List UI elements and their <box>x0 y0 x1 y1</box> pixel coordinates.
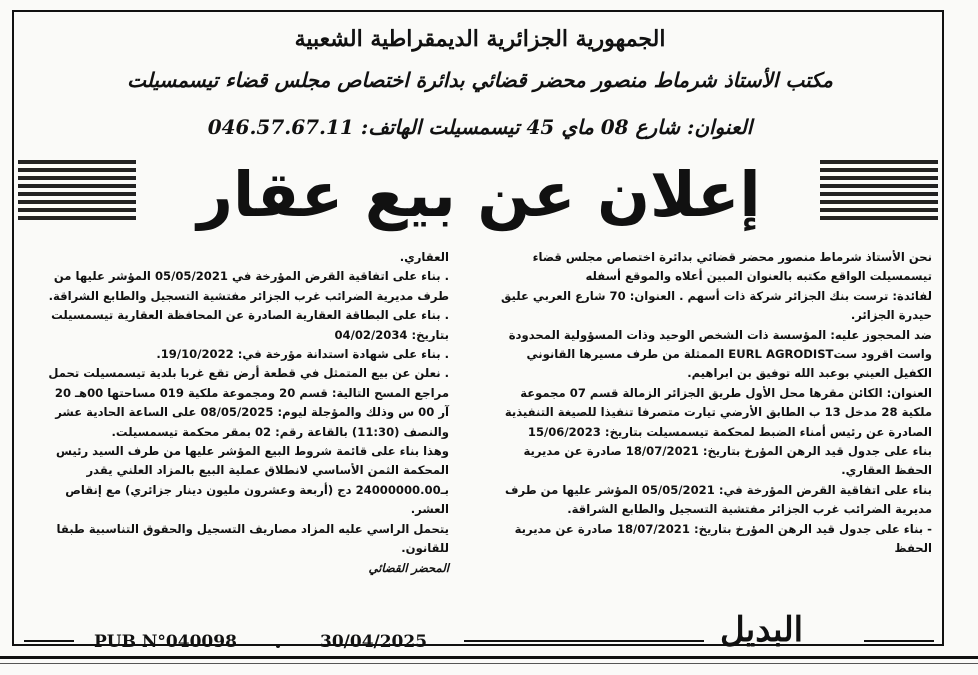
paragraph: . نعلن عن بيع المتمثل في قطعة أرض تقع غربا بلدية تيسمسيلت تحمل مراجع المسح التالية: قسم 20 ومجموعة ملكية 019 مساحتها 00هـ 20 آر 00 س وذلك والمؤجلة ليوم: 08/05/2025 على الساعة الحادية عشر والنصف (11:30) بالقاعة رقم: 02 بمقر محكمة تيسمسيلت. <box>48 366 449 439</box>
footer-rule <box>464 640 704 642</box>
paragraph: . بناء على شهادة استدانة مؤرخة في: 19/10/2022. <box>156 347 449 362</box>
paragraph: - بناء على جدول قيد الرهن المؤرخ بتاريخ: 18/07/2021 صادرة عن مديرية الحفظ <box>514 521 932 556</box>
paragraph: العقاري. <box>399 250 449 264</box>
office-title: مكتب الأستاذ شرماط منصور محضر قضائي بدائرة اختصاص مجلس قضاء تيسمسيلت <box>127 68 833 92</box>
decorative-stripes-right <box>820 160 938 220</box>
left-column <box>44 248 449 578</box>
paragraph: نحن الأستاذ شرماط منصور محضر قضائي بدائرة اختصاص مجلس قضاء تيسمسيلت الواقع مكتبه بالعنوان المبين أعلاه والموقع أسفله <box>532 250 932 284</box>
ad-frame <box>12 10 944 652</box>
signature: المحضر القضائي <box>368 560 449 575</box>
newspaper-brand: البديل <box>720 610 804 650</box>
footer-rule <box>24 640 74 642</box>
paragraph: العنوان: الكائن مقرها محل الأول طريق الجزائر الزمالة قسم 07 مجموعة ملكية 28 مدخل 13 ب الطابق الأرضي تيارت متصرفا تنفيذا للصيغة التنفيذية الصادرة عن رئيس أمناء الضبط لمحكمة تيسمسيلت بتاريخ: 15/06/2023 <box>504 385 932 439</box>
paragraph: لفائدة: ترست بنك الجزائر شركة ذات أسهم . العنوان: 70 شارع العربي عليق حيدرة الجزائر. <box>501 288 932 323</box>
republic-title: الجمهورية الجزائرية الديمقراطية الشعبية <box>294 26 666 52</box>
right-column <box>494 248 932 559</box>
page-rule <box>0 663 978 664</box>
paragraph: بناء على اتفاقية القرض المؤرخة في: 05/05/2021 المؤشر عليها من طرف مديرية الضرائب غرب الجزائر مفتشية التسجيل والطابع الشراقة. <box>505 482 932 517</box>
decorative-stripes-left <box>18 160 136 220</box>
footer-separator <box>276 644 280 648</box>
page-rule <box>0 656 978 659</box>
footer-rule <box>864 640 934 642</box>
pub-date: 30/04/2025 <box>320 632 428 652</box>
paragraph: وهذا بناء على قائمة شروط البيع المؤشر عليها من طرف السيد رئيس المحكمة الثمن الأساسي لانطلاق عملية البيع بالمزاد العلني يقدر بـ24000000.00 دج (أربعة وعشرون مليون دينار جزائري) مع إنقاص العشر. <box>55 444 449 517</box>
headline: إعلان عن بيع عقار <box>197 158 761 231</box>
office-address: العنوان: شارع 08 ماي 45 تيسمسيلت الهاتف: 046.57.67.11 <box>207 115 753 139</box>
pub-number: PUB N°040098 <box>94 632 237 652</box>
paragraph: . بناء على البطاقة العقارية الصادرة عن المحافظة العقارية تيسمسيلت بتاريخ: 04/02/2034 <box>51 308 449 342</box>
paragraph: ضد المحجوز عليه: المؤسسة ذات الشخص الوحيد وذات المسؤولية المحدودة واست اقرود ستEURL AGRODIST الممثلة من طرف مسيرها القانوني الكفيل العيني بوعبد الله توفيق بن ابراهيم. <box>508 327 932 381</box>
paragraph: بناء على جدول قيد الرهن المؤرخ بتاريخ: 18/07/2021 صادرة عن مديرية الحفظ العقاري. <box>523 444 932 478</box>
paragraph: يتحمل الراسي عليه المزاد مصاريف التسجيل والحقوق التناسبية طبقا للقانون. <box>56 521 449 556</box>
paragraph: . بناء على اتفاقية القرض المؤرخة في 05/05/2021 المؤشر عليها من طرف مديرية الضرائب غرب الجزائر مفتشية التسجيل والطابع الشراقة. <box>48 269 449 303</box>
